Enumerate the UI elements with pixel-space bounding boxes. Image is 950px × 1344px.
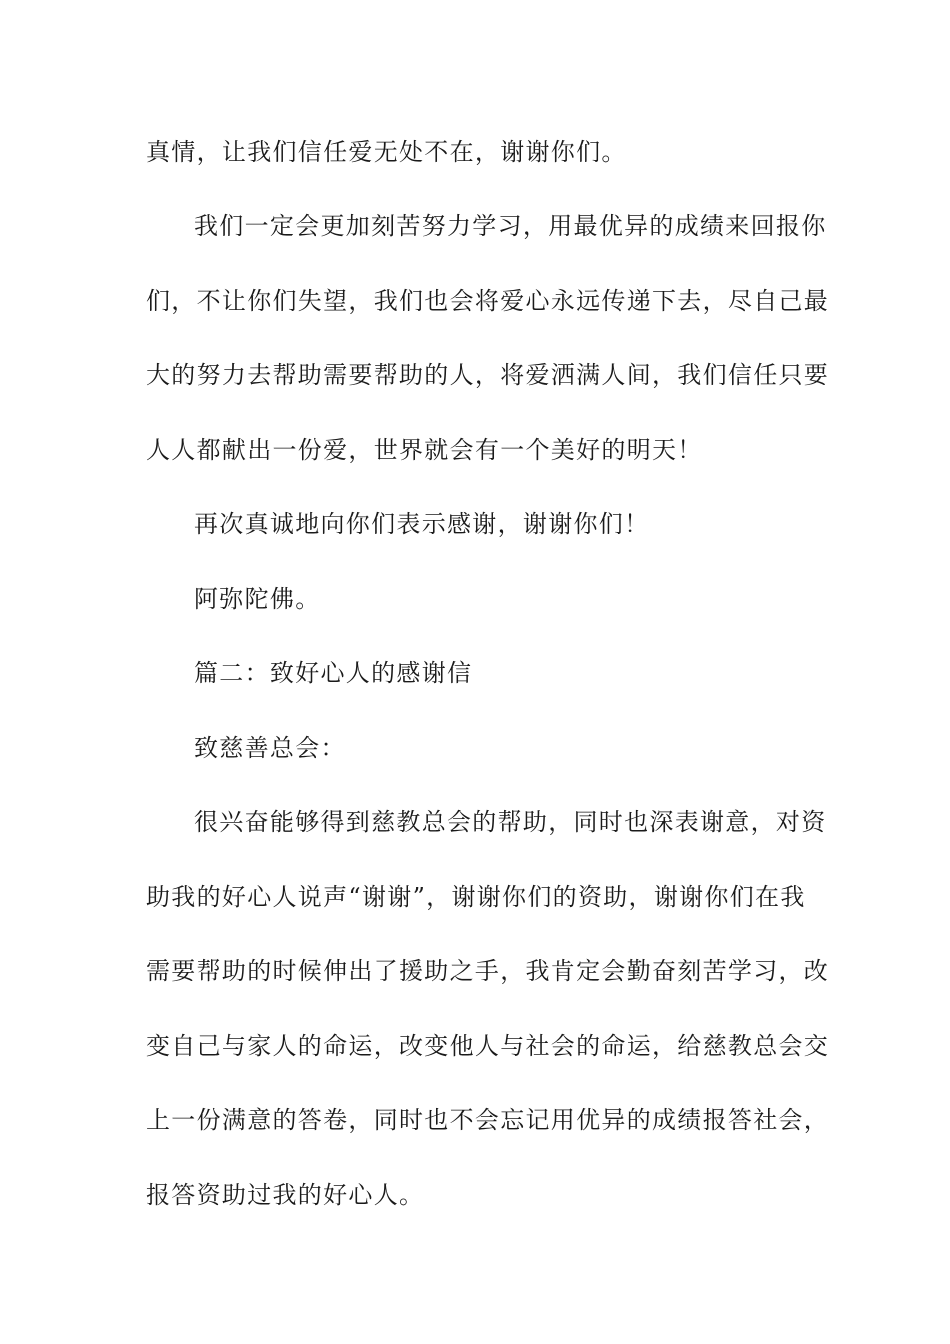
text-line: 大的努力去帮助需要帮助的人，将爱洒满人间，我们信任只要 (146, 361, 830, 389)
text-line: 助我的好心人说声“谢谢”，谢谢你们的资助，谢谢你们在我 (146, 883, 806, 911)
text-line: 真情，让我们信任爱无处不在，谢谢你们。 (146, 138, 627, 166)
text-line: 上一份满意的答卷，同时也不会忘记用优异的成绩报答社会， (146, 1106, 830, 1134)
paragraph-start-line: 阿弥陀佛。 (194, 585, 321, 613)
paragraph-start-line: 很兴奋能够得到慈教总会的帮助，同时也深表谢意，对资 (194, 808, 827, 836)
paragraph-start-line: 我们一定会更加刻苦努力学习，用最优异的成绩来回报你 (194, 212, 827, 240)
section-heading: 篇二：致好心人的感谢信 (194, 659, 473, 687)
text-line: 报答资助过我的好心人。 (146, 1181, 425, 1209)
text-line: 变自己与家人的命运，改变他人与社会的命运，给慈教总会交 (146, 1032, 830, 1060)
letter-salutation: 致慈善总会： (194, 734, 346, 762)
text-line: 们，不让你们失望，我们也会将爱心永远传递下去，尽自己最 (146, 287, 830, 315)
text-line: 需要帮助的时候伸出了援助之手，我肯定会勤奋刻苦学习，改 (146, 957, 830, 985)
text-line: 人人都献出一份爱，世界就会有一个美好的明天！ (146, 436, 703, 464)
paragraph-start-line: 再次真诚地向你们表示感谢，谢谢你们！ (194, 510, 650, 538)
